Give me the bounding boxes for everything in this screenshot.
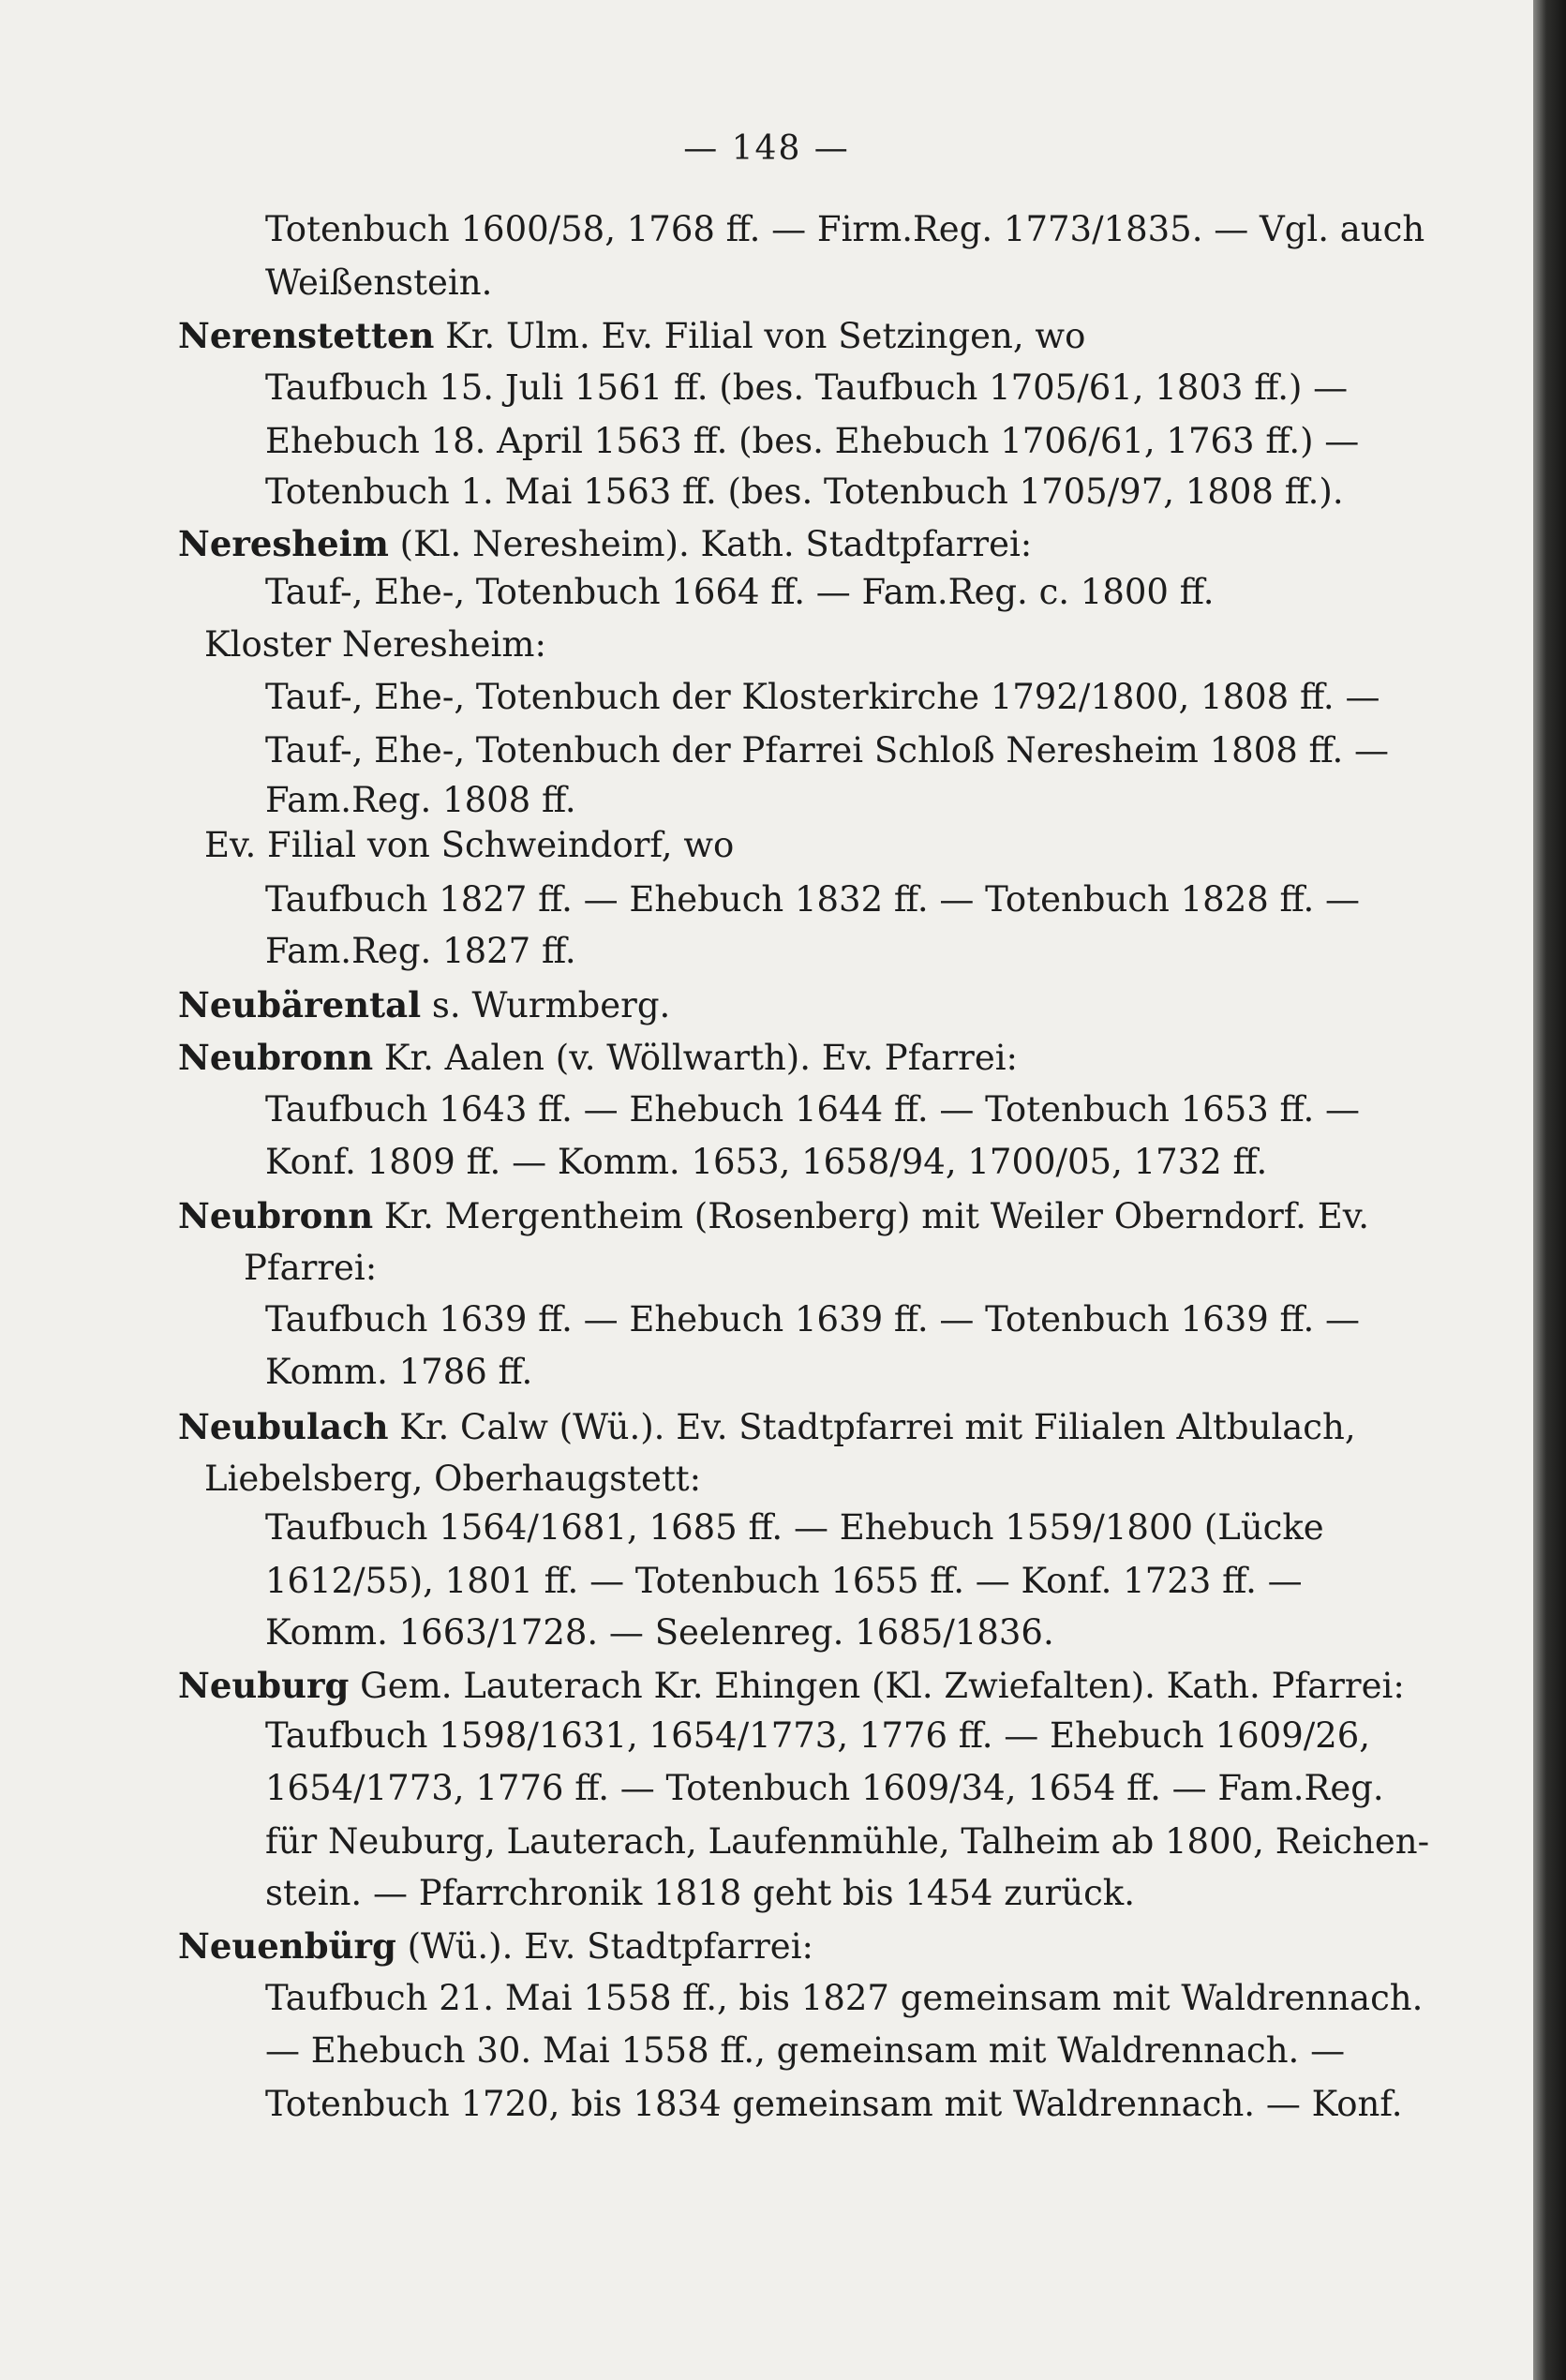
entry-text: Totenbuch 1720, bis 1834 gemeinsam mit Waldrennach. — Konf. [265, 2084, 1403, 2124]
page-number: — 148 — [683, 129, 850, 168]
text-line [0, 1301, 1566, 1339]
entry-heading: Neubärental [178, 984, 422, 1025]
text-line [0, 1563, 1566, 1600]
entry-heading-line [0, 1408, 1566, 1446]
text-line [0, 881, 1566, 919]
text-line [0, 473, 1566, 511]
text-line [0, 1250, 1566, 1287]
text-line [0, 732, 1566, 770]
entry-heading: Neresheim [178, 523, 389, 564]
text-line [0, 1717, 1566, 1755]
text-line [0, 211, 1566, 248]
entry-heading-line [0, 1667, 1566, 1705]
entry-heading-line [0, 525, 1566, 563]
text-line [0, 827, 1566, 864]
text-line [0, 933, 1566, 970]
text-line [0, 1980, 1566, 2017]
entry-text: Konf. 1809 ff. — Komm. 1653, 1658/94, 1700/05, 1732 ff. [265, 1142, 1268, 1182]
text-line [0, 1875, 1566, 1912]
entry-text: Fam.Reg. 1808 ff. [265, 780, 576, 820]
text-line [0, 574, 1566, 611]
entry-text: Totenbuch 1. Mai 1563 ff. (bes. Totenbuch 1705/97, 1808 ff.). [265, 472, 1344, 512]
entry-heading-line [0, 1039, 1566, 1077]
entry-text: Tauf-, Ehe-, Totenbuch 1664 ff. — Fam.Reg. c. 1800 ff. [265, 572, 1215, 612]
entry-text: Taufbuch 21. Mai 1558 ff., bis 1827 gemeinsam mit Waldrennach. [265, 1978, 1424, 2018]
entry-heading: Neubulach [178, 1406, 389, 1447]
page-edge-shadow [1533, 0, 1566, 2380]
entry-text: (Kl. Neresheim). Kath. Stadtpfarrei: [388, 524, 1033, 564]
entry-text: Liebelsberg, Oberhaugstett: [204, 1459, 702, 1499]
entry-text: Kr. Mergentheim (Rosenberg) mit Weiler Oberndorf. Ev. [373, 1196, 1369, 1236]
text-line [0, 782, 1566, 819]
entry-text: s. Wurmberg. [421, 985, 671, 1025]
text-line [0, 1460, 1566, 1498]
entry-heading-line [0, 1197, 1566, 1235]
entry-text: 1612/55), 1801 ff. — Totenbuch 1655 ff. — Konf. 1723 ff. — [265, 1561, 1303, 1601]
entry-heading: Neubronn [178, 1037, 374, 1078]
entry-text: Taufbuch 1639 ff. — Ehebuch 1639 ff. — Totenbuch 1639 ff. — [265, 1299, 1361, 1340]
text-line [0, 1144, 1566, 1181]
text-line [0, 1770, 1566, 1807]
text-line [0, 679, 1566, 716]
entry-text: Weißenstein. [265, 262, 493, 303]
entry-text: Taufbuch 1643 ff. — Ehebuch 1644 ff. — Totenbuch 1653 ff. — [265, 1089, 1361, 1130]
entry-text: für Neuburg, Lauterach, Laufenmühle, Talheim ab 1800, Reichen- [265, 1821, 1430, 1862]
entry-heading: Neubronn [178, 1195, 374, 1236]
entry-text: 1654/1773, 1776 ff. — Totenbuch 1609/34, 1654 ff. — Fam.Reg. [265, 1768, 1384, 1808]
text-line [0, 2086, 1566, 2123]
entry-text: Kr. Aalen (v. Wöllwarth). Ev. Pfarrei: [373, 1038, 1019, 1078]
text-line [0, 1823, 1566, 1861]
text-line [0, 626, 1566, 664]
entry-text: Kr. Calw (Wü.). Ev. Stadtpfarrei mit Filialen Altbulach, [388, 1407, 1356, 1447]
text-line [0, 369, 1566, 407]
entry-text: Pfarrei: [244, 1248, 378, 1288]
entry-text: Taufbuch 1598/1631, 1654/1773, 1776 ff. — Ehebuch 1609/26, [265, 1715, 1371, 1756]
entry-heading-line [0, 1927, 1566, 1966]
text-line [0, 2032, 1566, 2070]
entry-text: Tauf-, Ehe-, Totenbuch der Pfarrei Schloß Neresheim 1808 ff. — [265, 730, 1390, 771]
entry-heading: Neuburg [178, 1665, 350, 1706]
entry-text: Ehebuch 18. April 1563 ff. (bes. Ehebuch 1706/61, 1763 ff.) — [265, 421, 1360, 461]
entry-text: Komm. 1786 ff. [265, 1352, 533, 1392]
entry-text: Tauf-, Ehe-, Totenbuch der Klosterkirche 1792/1800, 1808 ff. — [265, 677, 1380, 717]
entry-text: (Wü.). Ev. Stadtpfarrei: [395, 1926, 813, 1967]
entry-heading-line [0, 986, 1566, 1025]
text-line [0, 1509, 1566, 1547]
entry-text: Fam.Reg. 1827 ff. [265, 931, 576, 971]
entry-text: Kloster Neresheim: [204, 624, 546, 665]
entry-text: Komm. 1663/1728. — Seelenreg. 1685/1836. [265, 1612, 1054, 1653]
entry-text: stein. — Pfarrchronik 1818 geht bis 1454 zurück. [265, 1873, 1135, 1913]
entry-heading: Neuenbürg [178, 1925, 396, 1967]
entry-heading: Nerenstetten [178, 315, 435, 356]
entry-text: Taufbuch 15. Juli 1561 ff. (bes. Taufbuch 1705/61, 1803 ff.) — [265, 367, 1349, 408]
text-line [0, 423, 1566, 460]
text-line [0, 264, 1566, 302]
entry-text: — Ehebuch 30. Mai 1558 ff., gemeinsam mit Waldrennach. — [265, 2030, 1346, 2071]
text-line [0, 1614, 1566, 1652]
entry-text: Taufbuch 1827 ff. — Ehebuch 1832 ff. — Totenbuch 1828 ff. — [265, 879, 1361, 920]
entry-text: Ev. Filial von Schweindorf, wo [204, 825, 735, 865]
text-line [0, 1354, 1566, 1391]
entry-text: Taufbuch 1564/1681, 1685 ff. — Ehebuch 1559/1800 (Lücke [265, 1507, 1324, 1548]
entry-text: Gem. Lauterach Kr. Ehingen (Kl. Zwiefalten). Kath. Pfarrei: [349, 1666, 1405, 1706]
entry-text: Totenbuch 1600/58, 1768 ff. — Firm.Reg. 1773/1835. — Vgl. auch [265, 209, 1425, 249]
entry-heading-line [0, 317, 1566, 355]
entry-text: Kr. Ulm. Ev. Filial von Setzingen, wo [434, 316, 1086, 356]
text-line [0, 1091, 1566, 1129]
